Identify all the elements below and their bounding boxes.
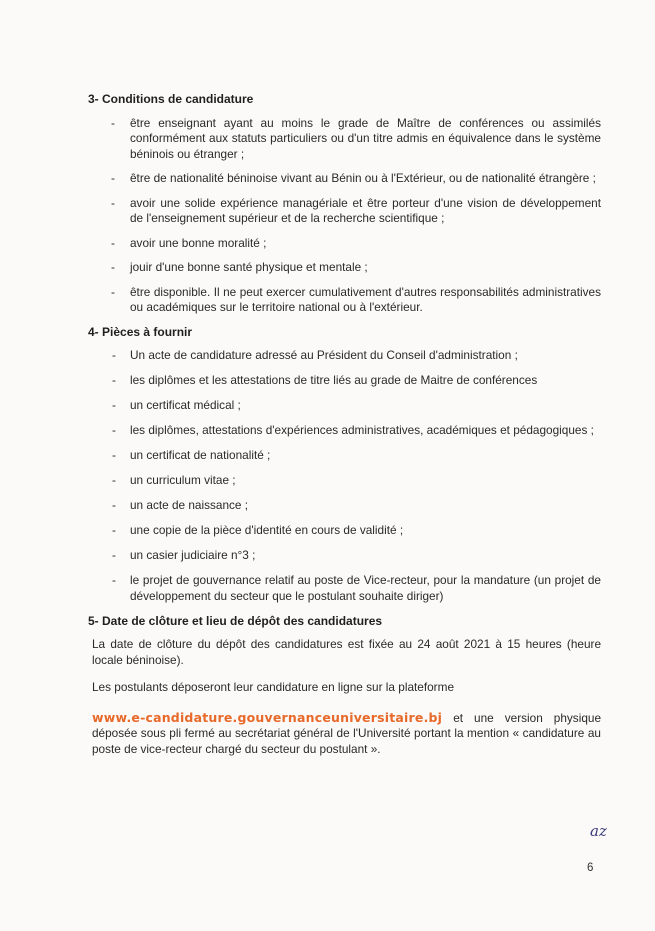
- section-3-list: [86, 116, 601, 316]
- physical-submission-paragraph: [92, 710, 601, 758]
- list-item: [86, 548, 601, 564]
- bullet-dash: -: [112, 498, 116, 512]
- bullet-dash: -: [111, 195, 115, 210]
- page-number: 6: [587, 862, 594, 874]
- list-item: [86, 448, 601, 464]
- list-item-text: les diplômes et les attestations de titre liés au grade de Maitre de conférences: [130, 373, 538, 387]
- section-4-heading: 4- Pièces à fournir: [88, 324, 193, 339]
- bullet-dash: -: [111, 260, 115, 274]
- bullet-dash: -: [112, 423, 116, 437]
- list-item-text: un certificat médical ;: [130, 398, 241, 412]
- section-3-heading: 3- Conditions de candidature: [88, 92, 254, 106]
- list-item: [86, 473, 601, 489]
- bullet-dash: -: [112, 573, 116, 587]
- bullet-dash: -: [112, 523, 116, 537]
- list-item-text: avoir une bonne moralité ;: [130, 235, 267, 250]
- list-item: [86, 573, 601, 604]
- bullet-dash: -: [111, 284, 115, 299]
- website-link[interactable]: www.e-candidature.gouvernanceuniversitaire.bj: [92, 709, 443, 725]
- list-item: [86, 398, 601, 414]
- list-item: [86, 348, 601, 364]
- list-item-text: être de nationalité béninoise vivant au Bénin ou à l'Extérieur, ou de nationalité étrangère ;: [130, 171, 596, 185]
- list-item-text: un curriculum vitae ;: [130, 473, 236, 487]
- list-item: [86, 423, 601, 439]
- closing-date-paragraph: La date de clôture du dépôt des candidatures est fixée au 24 août 2021 à 15 heures (heure locale béninoise).: [92, 637, 601, 667]
- list-item: [86, 171, 601, 187]
- bullet-dash: -: [112, 348, 116, 362]
- physical-submission-text: et une version physique déposée sous pli fermé au secrétariat général de l'Université portant la mention « candidature au poste de vice-recteur chargé du secteur du postulant ».: [92, 710, 602, 756]
- list-item-text: un certificat de nationalité ;: [130, 448, 271, 462]
- initials-signature: az: [590, 822, 607, 840]
- bullet-dash: -: [112, 548, 116, 562]
- list-item: [86, 498, 601, 514]
- bullet-dash: -: [112, 398, 116, 412]
- list-item: [86, 285, 601, 316]
- bullet-dash: -: [112, 373, 116, 387]
- bullet-dash: -: [111, 235, 115, 250]
- list-item-text: être disponible. Il ne peut exercer cumulativement d'autres responsabilités administratives ou académiques sur le territoire national ou à l'extérieur.: [130, 284, 601, 314]
- section-5-heading: 5- Date de clôture et lieu de dépôt des candidatures: [88, 613, 383, 628]
- submission-paragraph: Les postulants déposeront leur candidature en ligne sur la plateforme: [92, 680, 454, 694]
- bullet-dash: -: [112, 448, 116, 462]
- list-item: [86, 236, 601, 252]
- list-item: [86, 116, 601, 163]
- list-item-text: un acte de naissance ;: [130, 498, 249, 512]
- list-item-text: un casier judiciaire n°3 ;: [130, 548, 256, 562]
- list-item-text: avoir une solide expérience managériale et être porteur d'une vision de développement de l'enseignement supérieur et de la recherche scientifique ;: [130, 195, 601, 225]
- document-body: [86, 92, 601, 769]
- list-item-text: le projet de gouvernance relatif au poste de Vice-recteur, pour la mandature (un projet de développement du secteur que le postulant souhaite diriger): [130, 573, 601, 603]
- list-item: [86, 260, 601, 276]
- list-item-text: jouir d'une bonne santé physique et mentale ;: [130, 260, 368, 274]
- bullet-dash: -: [111, 115, 115, 130]
- section-4-list: [86, 348, 601, 604]
- list-item: [86, 523, 601, 539]
- bullet-dash: -: [111, 171, 115, 185]
- list-item: [86, 196, 601, 227]
- list-item: [86, 373, 601, 389]
- list-item-text: Un acte de candidature adressé au Président du Conseil d'administration ;: [130, 348, 518, 362]
- list-item-text: être enseignant ayant au moins le grade de Maître de conférences ou assimilés conformément aux statuts particuliers ou d'un titre admis en équivalence dans le système béninois ou étranger ;: [130, 115, 601, 161]
- list-item-text: une copie de la pièce d'identité en cours de validité ;: [130, 523, 404, 537]
- list-item-text: les diplômes, attestations d'expériences administratives, académiques et pédagogiques ;: [130, 423, 594, 437]
- bullet-dash: -: [112, 473, 116, 487]
